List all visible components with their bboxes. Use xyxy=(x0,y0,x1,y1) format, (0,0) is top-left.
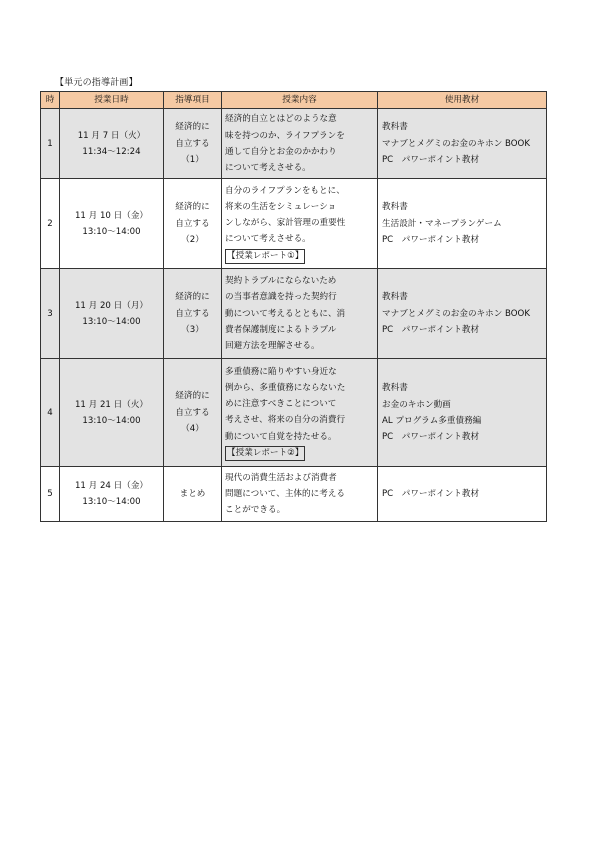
material-line: マナブとメグミのお金のキホン BOOK xyxy=(382,308,530,319)
period-number: 5 xyxy=(47,489,53,500)
content-line: 問題について、主体的に考える xyxy=(225,489,345,500)
period-number: 3 xyxy=(47,308,53,319)
content-line: 回避方法を理解させる。 xyxy=(225,341,320,351)
content-line: 自分のライフプランをもとに、 xyxy=(225,185,345,196)
item-line: （1） xyxy=(181,154,204,165)
content-cell xyxy=(222,179,378,269)
table-row xyxy=(41,179,547,269)
content-cell xyxy=(222,109,378,179)
content-cell xyxy=(222,359,378,467)
content-line: ンしながら、家計管理の重要性 xyxy=(225,218,346,229)
period-cell xyxy=(41,467,60,522)
material-line: PC パワーポイント教材 xyxy=(382,234,480,245)
table-row xyxy=(41,467,547,522)
date-line: 11 月 10 日（金） xyxy=(74,210,149,221)
content-line: 現代の消費生活および消費者 xyxy=(225,472,337,483)
table-row xyxy=(41,269,547,359)
material-line: マナブとメグミのお金のキホン BOOK xyxy=(382,138,530,149)
date-cell xyxy=(60,359,164,467)
header-content: 授業内容 xyxy=(222,92,378,109)
date-line: 13:10～14:00 xyxy=(82,497,141,508)
report-badge: 【授業レポート②】 xyxy=(225,446,305,461)
date-line: 11 月 20 日（月） xyxy=(74,300,149,311)
content-line: 考えさせ、将来の自分の消費行 xyxy=(225,415,346,426)
item-cell xyxy=(164,179,222,269)
table-row xyxy=(41,109,547,179)
content-line: めに注意すべきことについて xyxy=(225,399,337,410)
content-cell xyxy=(222,467,378,522)
header-date: 授業日時 xyxy=(60,92,164,109)
material-line: 教科書 xyxy=(382,122,408,133)
content-line: ことができる。 xyxy=(225,505,286,516)
item-cell xyxy=(164,359,222,467)
item-cell xyxy=(164,109,222,179)
table-row xyxy=(41,359,547,467)
item-line: 自立する xyxy=(175,218,210,229)
item-line: 自立する xyxy=(175,138,210,149)
item-line: 経済的に xyxy=(175,391,210,402)
item-line: 経済的に xyxy=(175,292,210,303)
item-line: （3） xyxy=(181,324,204,335)
date-line: 13:10～14:00 xyxy=(82,226,141,237)
period-cell xyxy=(41,179,60,269)
item-line: 経済的に xyxy=(175,122,210,133)
material-line: 教科書 xyxy=(382,383,408,394)
material-line: PC パワーポイント教材 xyxy=(382,489,480,500)
period-cell xyxy=(41,359,60,467)
date-line: 11:34～12:24 xyxy=(82,146,141,157)
date-line: 13:10～14:00 xyxy=(82,316,141,327)
report-badge: 【授業レポート①】 xyxy=(225,249,305,264)
date-cell xyxy=(60,179,164,269)
period-number: 4 xyxy=(47,407,53,418)
date-cell xyxy=(60,467,164,522)
content-line: の当事者意識を持った契約行 xyxy=(225,292,337,303)
date-cell xyxy=(60,109,164,179)
item-cell xyxy=(164,269,222,359)
materials-cell xyxy=(378,467,547,522)
item-line: 自立する xyxy=(175,308,210,319)
period-number: 1 xyxy=(47,138,53,149)
item-line: 経済的に xyxy=(175,202,210,213)
material-line: PC パワーポイント教材 xyxy=(382,324,480,335)
content-line: について考えさせる。 xyxy=(225,162,311,173)
period-cell xyxy=(41,109,60,179)
material-line: AL プログラム多重債務編 xyxy=(382,415,482,426)
date-line: 13:10～14:00 xyxy=(82,415,141,426)
materials-cell xyxy=(378,109,547,179)
period-number: 2 xyxy=(47,218,53,229)
material-line: お金のキホン動画 xyxy=(382,399,451,410)
period-cell xyxy=(41,269,60,359)
table-body xyxy=(41,109,547,522)
content-line: 多重債務に陥りやすい身近な xyxy=(225,366,337,377)
material-line: 教科書 xyxy=(382,202,408,213)
header-period: 時 xyxy=(41,92,60,109)
item-line: 自立する xyxy=(175,407,210,418)
materials-cell xyxy=(378,179,547,269)
item-cell xyxy=(164,467,222,522)
header-materials: 使用教材 xyxy=(378,92,547,109)
content-cell xyxy=(222,269,378,359)
content-line: 動について考えるとともに、消 xyxy=(225,308,346,319)
content-line: について考えさせる。 xyxy=(225,234,311,245)
content-line: 通して自分とお金のかかわり xyxy=(225,146,337,157)
date-cell xyxy=(60,269,164,359)
material-line: 生活設計・マネープランゲーム xyxy=(382,218,502,229)
content-line: 味を持つのか、ライフプランを xyxy=(225,130,345,141)
content-line: 契約トラブルにならないため xyxy=(225,276,337,287)
materials-cell xyxy=(378,359,547,467)
header-item: 指導項目 xyxy=(164,92,222,109)
table-header-row xyxy=(41,92,547,109)
date-line: 11 月 24 日（金） xyxy=(74,481,149,491)
item-line: まとめ xyxy=(179,489,206,500)
materials-cell xyxy=(378,269,547,359)
material-line: PC パワーポイント教材 xyxy=(382,431,480,442)
content-line: 費者保護制度によるトラブル xyxy=(225,324,337,335)
item-line: （2） xyxy=(181,234,204,245)
material-line: 教科書 xyxy=(382,292,408,303)
content-line: 将来の生活をシミュレーショ xyxy=(225,202,337,212)
content-line: 例から、多重債務にならないた xyxy=(225,382,346,393)
item-line: （4） xyxy=(181,423,204,434)
date-line: 11 月 21 日（火） xyxy=(74,399,149,410)
lesson-plan-table xyxy=(40,91,547,522)
content-line: 動について自覚を持たせる。 xyxy=(225,431,337,442)
material-line: PC パワーポイント教材 xyxy=(382,154,480,165)
date-line: 11 月 7 日（火） xyxy=(77,130,146,141)
section-title: 【単元の指導計画】 xyxy=(55,78,138,88)
content-line: 経済的自立とはどのような意 xyxy=(225,114,337,125)
